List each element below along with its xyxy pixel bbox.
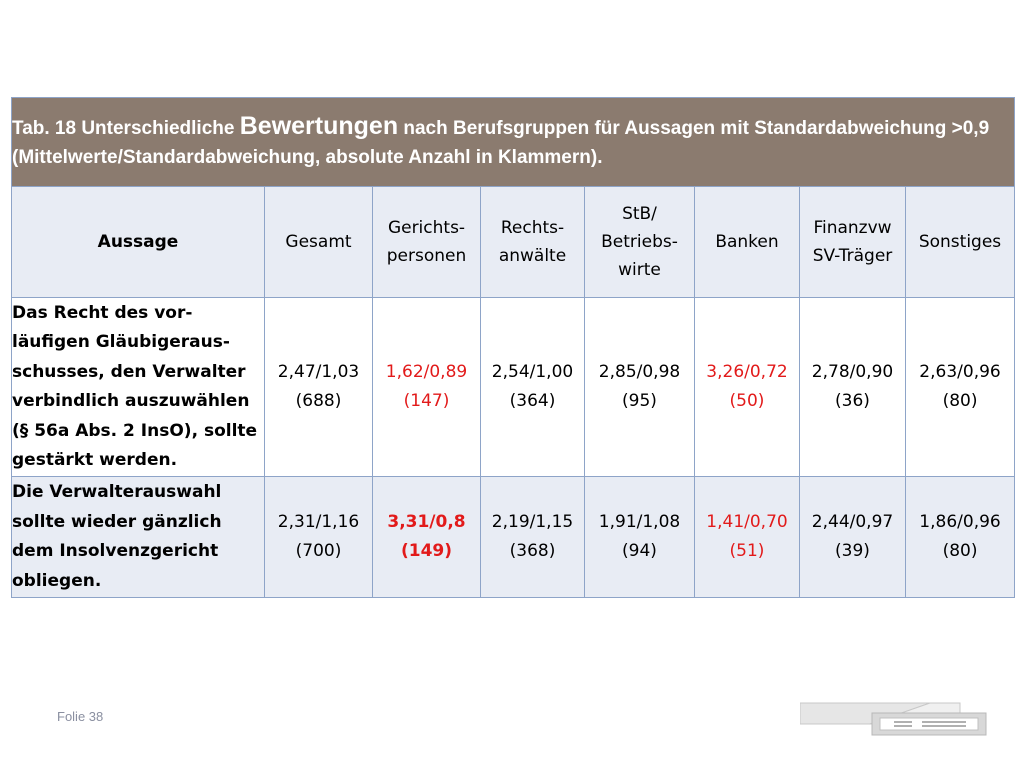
header-gerichtspersonen bbox=[373, 187, 481, 298]
header-banken bbox=[695, 187, 800, 298]
header-stb-line1: StB/ bbox=[622, 204, 657, 224]
value-cell-banken bbox=[695, 477, 800, 598]
header-gesamt bbox=[265, 187, 373, 298]
value-cell-gerichtspersonen bbox=[373, 477, 481, 598]
header-gerichtspersonen-line2: personen bbox=[386, 246, 467, 266]
count: (700) bbox=[295, 541, 342, 561]
mean-sd: 2,19/1,15 bbox=[491, 512, 574, 532]
count: (149) bbox=[400, 541, 453, 561]
statement-line: sollte wieder gänzlich bbox=[12, 511, 222, 532]
mean-sd: 1,62/0,89 bbox=[385, 362, 468, 382]
statement-line: Die Verwalterauswahl bbox=[12, 482, 222, 502]
count: (364) bbox=[509, 391, 556, 411]
table-title bbox=[12, 98, 1015, 187]
count: (51) bbox=[729, 541, 765, 561]
results-table bbox=[11, 97, 1015, 598]
mean-sd: 2,63/0,96 bbox=[919, 362, 1001, 382]
statement-line: Das Recht des vor- bbox=[12, 302, 193, 323]
statement-line: läufigen Gläubigeraus- bbox=[12, 332, 230, 352]
count: (80) bbox=[942, 541, 978, 561]
value-cell-rechtsanwaelte bbox=[481, 477, 585, 598]
count: (368) bbox=[509, 541, 556, 561]
statement-cell bbox=[12, 298, 265, 477]
header-rechtsanwaelte bbox=[481, 187, 585, 298]
presentation-logo-icon bbox=[800, 700, 990, 740]
count: (94) bbox=[622, 541, 657, 561]
value-cell-banken bbox=[695, 298, 800, 477]
header-finanzvw-line1: Finanzvw bbox=[813, 218, 892, 238]
value-cell-stb bbox=[585, 298, 695, 477]
header-rechtsanwaelte-line2: anwälte bbox=[498, 246, 567, 266]
mean-sd: 2,85/0,98 bbox=[598, 362, 681, 382]
statement-line: verbindlich auszuwählen bbox=[12, 391, 250, 411]
table-row bbox=[12, 477, 1015, 598]
mean-sd: 2,78/0,90 bbox=[811, 362, 894, 382]
count: (36) bbox=[835, 391, 870, 411]
value-cell-finanzvw bbox=[800, 477, 906, 598]
value-cell-finanzvw bbox=[800, 298, 906, 477]
title-pre: Tab. 18 Unterschiedliche bbox=[12, 118, 240, 139]
count: (39) bbox=[835, 541, 870, 561]
header-sonstiges bbox=[906, 187, 1015, 298]
header-rechtsanwaelte-line1: Rechts- bbox=[500, 218, 565, 238]
value-cell-sonstiges bbox=[906, 298, 1015, 477]
header-stb-betriebswirte bbox=[585, 187, 695, 298]
mean-sd: 1,86/0,96 bbox=[919, 512, 1001, 532]
statement-line: schusses, den Verwalter bbox=[12, 361, 246, 382]
statement-line: (§ 56a Abs. 2 InsO), sollte bbox=[12, 420, 258, 441]
count: (95) bbox=[622, 391, 657, 411]
table-row bbox=[12, 298, 1015, 477]
count: (688) bbox=[295, 391, 342, 411]
statement-line: dem Insolvenzgericht bbox=[12, 541, 219, 561]
header-gerichtspersonen-line1: Gerichts- bbox=[387, 218, 466, 238]
value-cell-sonstiges bbox=[906, 477, 1015, 598]
statement-line: gestärkt werden. bbox=[12, 450, 178, 470]
mean-sd: 1,91/1,08 bbox=[598, 512, 681, 532]
value-cell-rechtsanwaelte bbox=[481, 298, 585, 477]
count: (147) bbox=[403, 391, 450, 411]
mean-sd: 2,54/1,00 bbox=[491, 362, 574, 382]
header-sonstiges-label: Sonstiges bbox=[918, 232, 1002, 252]
title-post: nach Berufsgruppen für Aussagen mit Standardabweichung >0,9 (Mittelwerte/Standardabweichung, absolute Anzahl in Klammern). bbox=[12, 118, 990, 168]
mean-sd: 3,26/0,72 bbox=[706, 362, 788, 382]
value-cell-gesamt bbox=[265, 477, 373, 598]
header-gesamt-label: Gesamt bbox=[285, 232, 352, 252]
mean-sd: 2,44/0,97 bbox=[811, 512, 894, 532]
value-cell-gerichtspersonen bbox=[373, 298, 481, 477]
header-finanzvw bbox=[800, 187, 906, 298]
header-aussage-label: Aussage bbox=[97, 232, 179, 252]
header-banken-label: Banken bbox=[715, 232, 779, 252]
count: (80) bbox=[942, 391, 978, 411]
header-stb-line3: wirte bbox=[618, 260, 661, 280]
value-cell-gesamt bbox=[265, 298, 373, 477]
slide-number: Folie 38 bbox=[57, 709, 104, 724]
mean-sd: 2,47/1,03 bbox=[277, 362, 360, 382]
count: (50) bbox=[729, 391, 765, 411]
value-cell-stb bbox=[585, 477, 695, 598]
statement-cell bbox=[12, 477, 265, 598]
header-stb-line2: Betriebs- bbox=[601, 232, 678, 252]
mean-sd: 3,31/0,8 bbox=[387, 512, 466, 532]
header-finanzvw-line2: SV-Träger bbox=[812, 246, 893, 266]
header-aussage bbox=[12, 187, 265, 298]
mean-sd: 1,41/0,70 bbox=[706, 512, 788, 532]
title-emphasis: Bewertungen bbox=[239, 112, 399, 140]
statement-line: obliegen. bbox=[12, 570, 102, 591]
mean-sd: 2,31/1,16 bbox=[277, 512, 360, 532]
header-row bbox=[12, 187, 1015, 298]
